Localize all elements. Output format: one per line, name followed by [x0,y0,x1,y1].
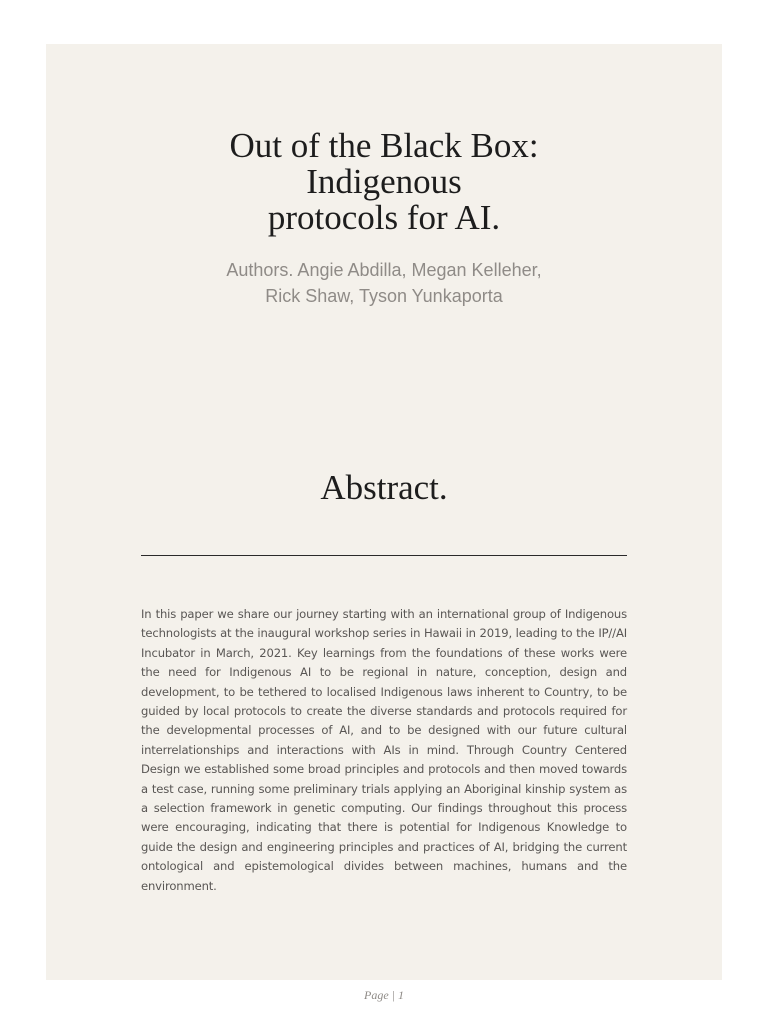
paper-title [46,128,722,236]
paper-title-line-3: protocols for AI. [267,198,501,237]
abstract-heading: Abstract. [320,468,448,507]
paper-title-line-1: Out of the Black Box: [229,126,539,165]
section-divider [141,555,627,556]
abstract-text: In this paper we share our journey starting with an international group of Indigenous technologists at the inaugural workshop series in Hawaii in 2019, leading to the IP//AI Incubator in March, 2021. Key learnings from the foundations of these works were the need for Indigenous AI to be regional in nature, conception, design and development, to be tethered to localised Indigenous laws inherent to Country, to be guided by local protocols to create the diverse standards and protocols required for the developmental processes of AI, and to be designed with our future cultural interrelationships and interactions with AIs in mind. Through Country Centered Design we established some broad principles and protocols and then moved towards a test case, running some preliminary trials applying an Aboriginal kinship system as a selection framework in genetic computing. Our findings throughout this process were encouraging, indicating that there is potential for Indigenous Knowledge to guide the design and engineering principles and practices of AI, bridging the current ontological and epistemological divides between machines, humans and the environment. [141,607,627,893]
document-page [46,44,722,980]
authors-line-2: Rick Shaw, Tyson Yunkaporta [265,286,503,306]
page-number: Page | 1 [364,988,404,1002]
authors [46,257,722,309]
authors-line-1: Authors. Angie Abdilla, Megan Kelleher, [226,260,542,280]
paper-title-line-2: Indigenous [306,162,462,201]
